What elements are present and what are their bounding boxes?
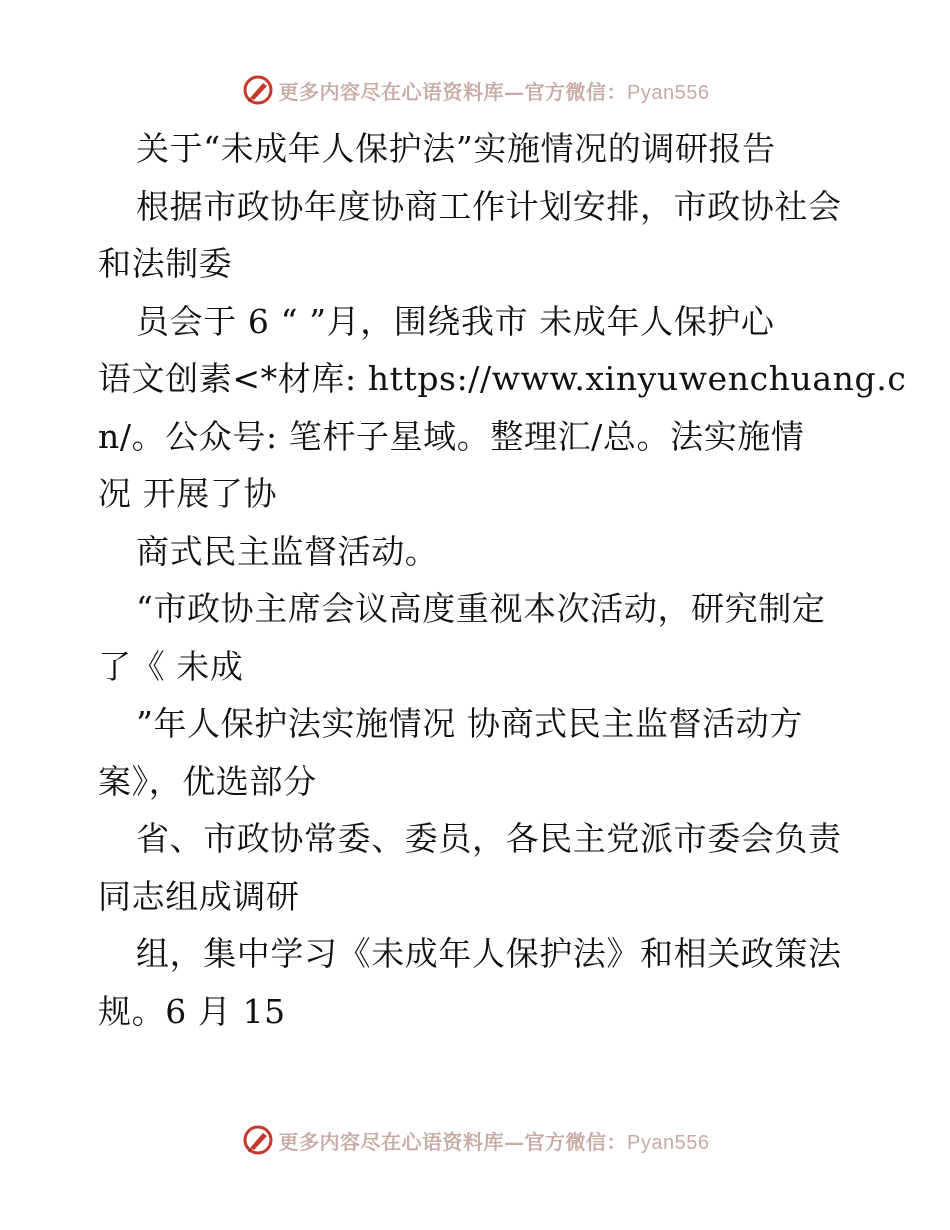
document-line: 组，集中学习《未成年人保护法》和相关政策法 [136,934,842,973]
document-line: “市政协主席会议高度重视本次活动，研究制定 [136,589,826,628]
document-line: 关于“未成年人保护法”实施情况的调研报告 [136,129,776,168]
document-line: 省、市政协常委、委员，各民主党派市委会负责 [136,819,842,858]
pen-logo-icon [241,73,275,107]
document-line: 员会于 6 “ ”月，围绕我市 未成年人保护心 [136,301,775,341]
document-line: 案》，优选部分 [98,761,317,801]
footer-watermark-banner [0,1120,950,1160]
watermark-text: 更多内容尽在心语资料库—官方微信：Pyan556 [278,1129,710,1154]
document-line: ”年人保护法实施情况 协商式民主监督活动方 [136,704,803,743]
pen-logo-icon [241,1123,275,1157]
document-line: 况 开展了协 [98,474,278,513]
document-line: 商式民主监督活动。 [136,531,439,571]
document-line: 同志组成调研 [98,876,300,916]
document-line: 和法制委 [98,244,233,283]
watermark-text: 更多内容尽在心语资料库—官方微信：Pyan556 [278,79,710,104]
document-line: 了《 未成 [98,646,244,686]
document-line: 语文创素<*材库: https://www.xinyuwenchuang.c [98,359,907,398]
document-body [98,120,907,1040]
document-line: 规。6 月 15 [98,991,286,1031]
document-line: n/。公众号: 笔杆子星域。整理汇/总。法实施情 [98,416,805,456]
document-line: 根据市政协年度协商工作计划安排，市政协社会 [136,186,842,226]
header-watermark-banner [0,70,950,110]
